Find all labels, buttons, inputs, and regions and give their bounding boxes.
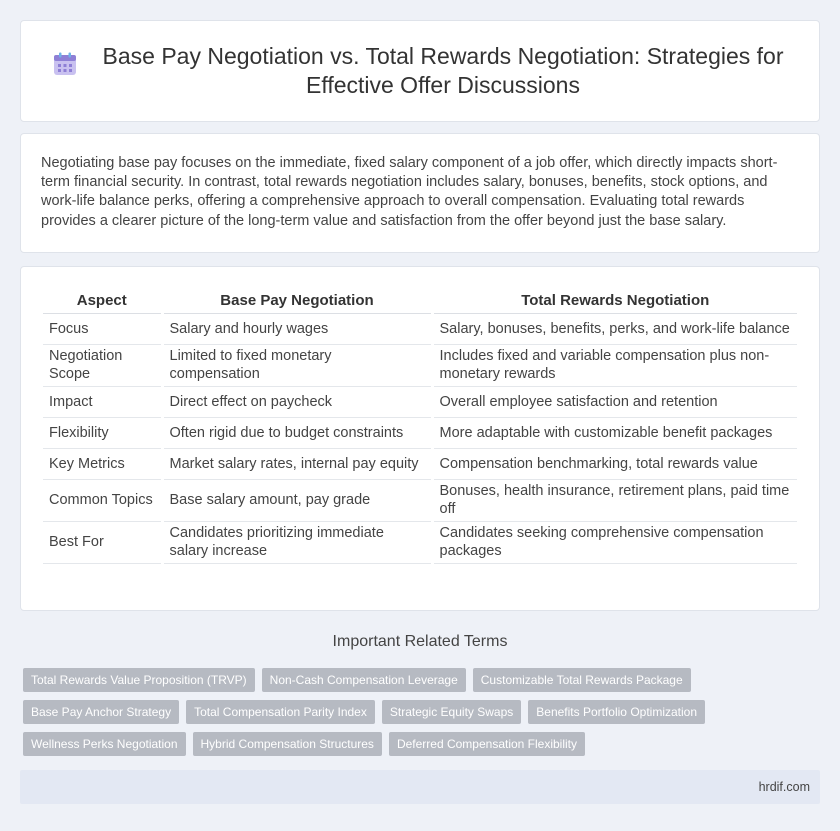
column-header-aspect: Aspect <box>43 291 162 313</box>
table-cell-total-rewards: More adaptable with customizable benefit packages <box>432 417 797 448</box>
table-cell-total-rewards: Includes fixed and variable compensation plus non-monetary rewards <box>432 344 797 386</box>
comparison-table-card <box>20 266 820 611</box>
table-cell-base-pay: Base salary amount, pay grade <box>162 479 432 521</box>
table-cell-total-rewards: Overall employee satisfaction and retention <box>432 386 797 417</box>
table-cell-aspect: Flexibility <box>43 417 162 448</box>
table-cell-base-pay: Limited to fixed monetary compensation <box>162 344 432 386</box>
footer-site-link[interactable]: hrdif.com <box>758 780 810 794</box>
table-cell-aspect: Common Topics <box>43 479 162 521</box>
intro-paragraph: Negotiating base pay focuses on the immediate, fixed salary component of a job offer, which directly impacts short-term financial security. In contrast, total rewards negotiation includes salary, bonuses, benefits, stock options, and work-life balance perks, offering a comprehensive approach to overall compensation. Evaluating total rewards provides a clearer picture of the long-term value and satisfaction from the offer beyond just the base salary. <box>41 155 778 229</box>
related-term-tag[interactable]: Base Pay Anchor Strategy <box>23 700 179 724</box>
table-row <box>43 386 797 417</box>
related-term-tag[interactable]: Non-Cash Compensation Leverage <box>262 668 466 692</box>
intro-card <box>20 133 820 253</box>
table-cell-aspect: Impact <box>43 386 162 417</box>
related-terms-tags <box>20 668 820 764</box>
table-cell-base-pay: Salary and hourly wages <box>162 313 432 344</box>
page-title: Base Pay Negotiation vs. Total Rewards Negotiation: Strategies for Effective Offer Discussions <box>102 43 784 98</box>
table-row <box>43 313 797 344</box>
table-cell-aspect: Negotiation Scope <box>43 344 162 386</box>
related-term-tag[interactable]: Customizable Total Rewards Package <box>473 668 691 692</box>
table-cell-aspect: Focus <box>43 313 162 344</box>
table-cell-aspect: Key Metrics <box>43 448 162 479</box>
table-cell-total-rewards: Salary, bonuses, benefits, perks, and work-life balance <box>432 313 797 344</box>
header-card <box>20 20 820 122</box>
column-header-base-pay: Base Pay Negotiation <box>162 291 432 313</box>
column-header-total-rewards: Total Rewards Negotiation <box>432 291 797 313</box>
calendar-icon <box>51 50 79 78</box>
table-cell-total-rewards: Bonuses, health insurance, retirement plans, paid time off <box>432 479 797 521</box>
table-cell-base-pay: Direct effect on paycheck <box>162 386 432 417</box>
related-term-tag[interactable]: Benefits Portfolio Optimization <box>528 700 705 724</box>
table-row <box>43 479 797 521</box>
related-term-tag[interactable]: Total Compensation Parity Index <box>186 700 375 724</box>
related-term-tag[interactable]: Total Rewards Value Proposition (TRVP) <box>23 668 255 692</box>
table-row <box>43 417 797 448</box>
table-row <box>43 344 797 386</box>
table-cell-base-pay: Often rigid due to budget constraints <box>162 417 432 448</box>
table-cell-base-pay: Market salary rates, internal pay equity <box>162 448 432 479</box>
comparison-table <box>43 291 797 564</box>
table-cell-aspect: Best For <box>43 521 162 563</box>
table-row <box>43 521 797 563</box>
footer <box>20 770 820 804</box>
table-header-row <box>43 291 797 313</box>
table-cell-base-pay: Candidates prioritizing immediate salary increase <box>162 521 432 563</box>
related-terms-title: Important Related Terms <box>332 633 508 650</box>
table-cell-total-rewards: Candidates seeking comprehensive compensation packages <box>432 521 797 563</box>
related-term-tag[interactable]: Strategic Equity Swaps <box>382 700 521 724</box>
related-term-tag[interactable]: Hybrid Compensation Structures <box>193 732 382 756</box>
related-term-tag[interactable]: Wellness Perks Negotiation <box>23 732 186 756</box>
table-row <box>43 448 797 479</box>
header <box>51 42 789 100</box>
table-cell-total-rewards: Compensation benchmarking, total rewards value <box>432 448 797 479</box>
related-term-tag[interactable]: Deferred Compensation Flexibility <box>389 732 585 756</box>
